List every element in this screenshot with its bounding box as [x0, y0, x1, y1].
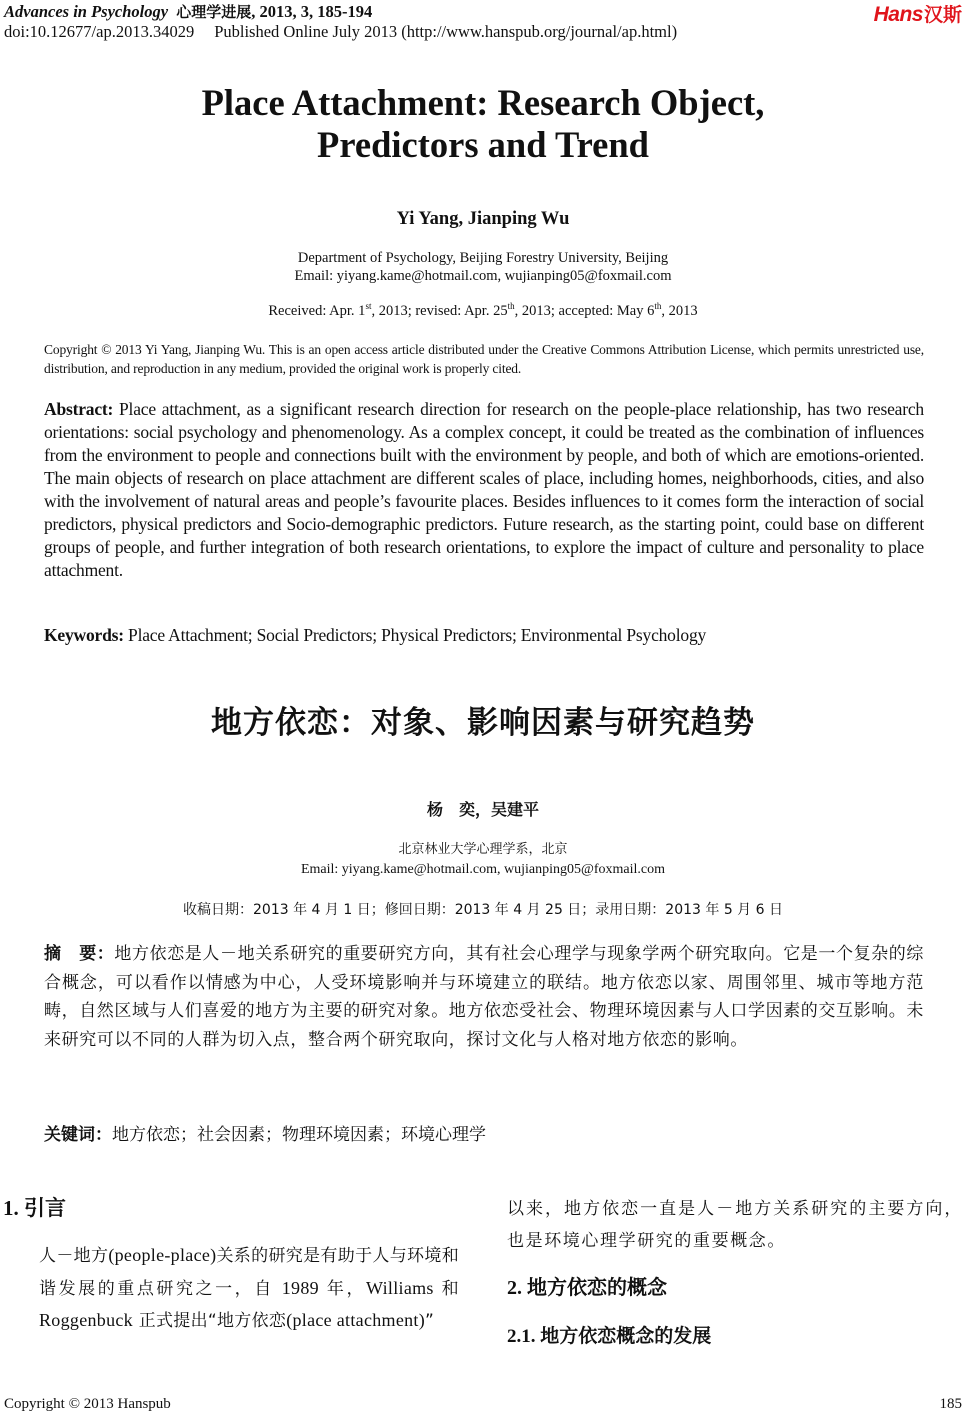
ordinal-sup: st: [365, 301, 372, 312]
text-run: 人－地方: [39, 1246, 109, 1266]
affiliation: Department of Psychology, Beijing Forestry University, Beijing: [297, 250, 669, 266]
authors: Yi Yang, Jianping Wu: [396, 209, 570, 229]
body-column-left: [3, 1240, 459, 1338]
accepted-text: , 2013; accepted: May 6: [514, 303, 655, 319]
abstract-cn: [44, 940, 924, 1054]
text-run: (people-place): [108, 1245, 217, 1265]
footer-copyright: Copyright © 2013 Hanspub: [4, 1396, 171, 1412]
text-run: 年，: [318, 1278, 367, 1299]
logo-cn: 汉斯: [923, 4, 962, 26]
text-run: 和: [433, 1278, 459, 1299]
keywords-label-cn: 关键词：: [44, 1125, 112, 1145]
text-run: 关系的研究是有助于人与环境和谐发展的重点研究之一，自: [39, 1246, 460, 1299]
abstract-en: [44, 398, 924, 582]
text-run: Williams: [366, 1277, 434, 1298]
affiliation-block-cn: [0, 840, 966, 880]
ordinal-sup: th: [654, 301, 662, 312]
keywords-cn: [44, 1120, 924, 1145]
email[interactable]: Email: yiyang.kame@hotmail.com, wujianping05@foxmail.com: [294, 268, 672, 284]
email-cn[interactable]: Email: yiyang.kame@hotmail.com, wujianping05@foxmail.com: [300, 862, 666, 877]
keywords-text: Place Attachment; Social Predictors; Physical Predictors; Environmental Psychology: [123, 625, 707, 645]
title-line-2: Predictors and Trend: [317, 124, 649, 165]
text-run: (place attachment): [286, 1310, 426, 1330]
received-text: Received: Apr. 1: [268, 303, 366, 319]
authors-cn: 杨 奕，吴建平: [426, 800, 539, 819]
section-number: 2.: [507, 1277, 527, 1299]
received-dates-cn: 收稿日期：2013 年 4 月 1 日；修回日期：2013 年 4 月 25 日；录用日期：2013 年 5 月 6 日: [183, 902, 783, 918]
affiliation-cn: 北京林业大学心理学系，北京: [398, 842, 568, 857]
text-run: 正式提出“地方依恋: [132, 1311, 287, 1331]
doi[interactable]: doi:10.12677/ap.2013.34029: [4, 22, 195, 41]
body-column-right: 以来，地方依恋一直是人－地方关系研究的主要方向，也是环境心理学研究的重要概念。: [507, 1199, 963, 1251]
title-line-1: Place Attachment: Research Object,: [201, 82, 765, 123]
section-number: 1.: [3, 1196, 24, 1220]
section-title: 地方依恋的概念: [527, 1275, 667, 1299]
abstract-text: Place attachment, as a significant research direction for research on the people-place relationship, has two research orientations: social psychology and phenomenology. As a complex concept, it could be treated as the combination of influences from the environment to people and connections built with the environment by people, and both of which are emotions-oriented. The main objects of research on place attachment are different scales of place, including homes, neighborhoods, cities, and also with the involvement of natural areas and people’s favourite places. Besides influences to it comes form the interaction of social predictors, physical predictors and Socio-demographic predictors. Future research, as the starting point, could base on different groups of people, and further integration of both research orientations, to explore the impact of culture and personality to place attachment.: [44, 399, 924, 580]
section-title: 地方依恋概念的发展: [540, 1325, 712, 1347]
journal-header: [4, 1, 372, 22]
text-run: 1989: [281, 1277, 319, 1298]
journal-citation: , 2013, 3, 185-194: [251, 2, 373, 21]
page-number: 185: [939, 1396, 962, 1412]
journal-name: Advances in Psychology: [4, 2, 169, 21]
received-dates: [0, 303, 966, 320]
text-run: Roggenbuck: [39, 1310, 133, 1330]
year-text: , 2013: [661, 303, 698, 319]
abstract-label-cn: 摘 要：: [44, 944, 115, 964]
paper-title: [0, 82, 966, 166]
hans-logo: [874, 0, 962, 27]
keywords-en: [44, 625, 924, 646]
keywords-label: Keywords:: [44, 625, 124, 645]
section-number: 2.1.: [507, 1326, 541, 1347]
section-title: 引言: [24, 1196, 66, 1220]
affiliation-block: [0, 249, 966, 285]
section-heading-2: [507, 1271, 667, 1300]
keywords-text-cn: 地方依恋；社会因素；物理环境因素；环境心理学: [112, 1125, 486, 1145]
published-online: Published Online July 2013 (http://www.hanspub.org/journal/ap.html): [214, 22, 678, 41]
logo-text: Hans: [873, 3, 923, 26]
revised-text: , 2013; revised: Apr. 25: [371, 303, 508, 319]
paper-title-cn: 地方依恋：对象、影响因素与研究趋势: [211, 705, 755, 741]
journal-name-cn: 心理学进展: [176, 3, 252, 21]
subsection-heading-2-1: [507, 1321, 711, 1348]
abstract-text-cn: 地方依恋是人－地关系研究的重要研究方向，其有社会心理学与现象学两个研究取向。它是一个复杂的综合概念，可以看作以情感为中心，人受环境影响并与环境建立的联结。地方依恋以家、周围邻里、城市等地方范畴，自然区域与人们喜爱的地方为主要的研究对象。地方依恋受社会、物理环境因素与人口学因素的交互影响。未来研究可以不同的人群为切入点，整合两个研究取向，探讨文化与人格对地方依恋的影响。: [44, 944, 925, 1050]
doi-line: [4, 22, 677, 42]
section-heading-1: [3, 1192, 66, 1222]
ordinal-sup: th: [507, 301, 515, 312]
abstract-label: Abstract:: [44, 399, 114, 419]
copyright-notice: Copyright © 2013 Yi Yang, Jianping Wu. This is an open access article distributed under the Creative Commons Attribution License, which permits unrestricted use, distribution, and reproduction in any medium, provided the original work is properly cited.: [44, 342, 924, 376]
text-run: ”: [425, 1311, 435, 1331]
paragraph: [3, 1240, 459, 1338]
